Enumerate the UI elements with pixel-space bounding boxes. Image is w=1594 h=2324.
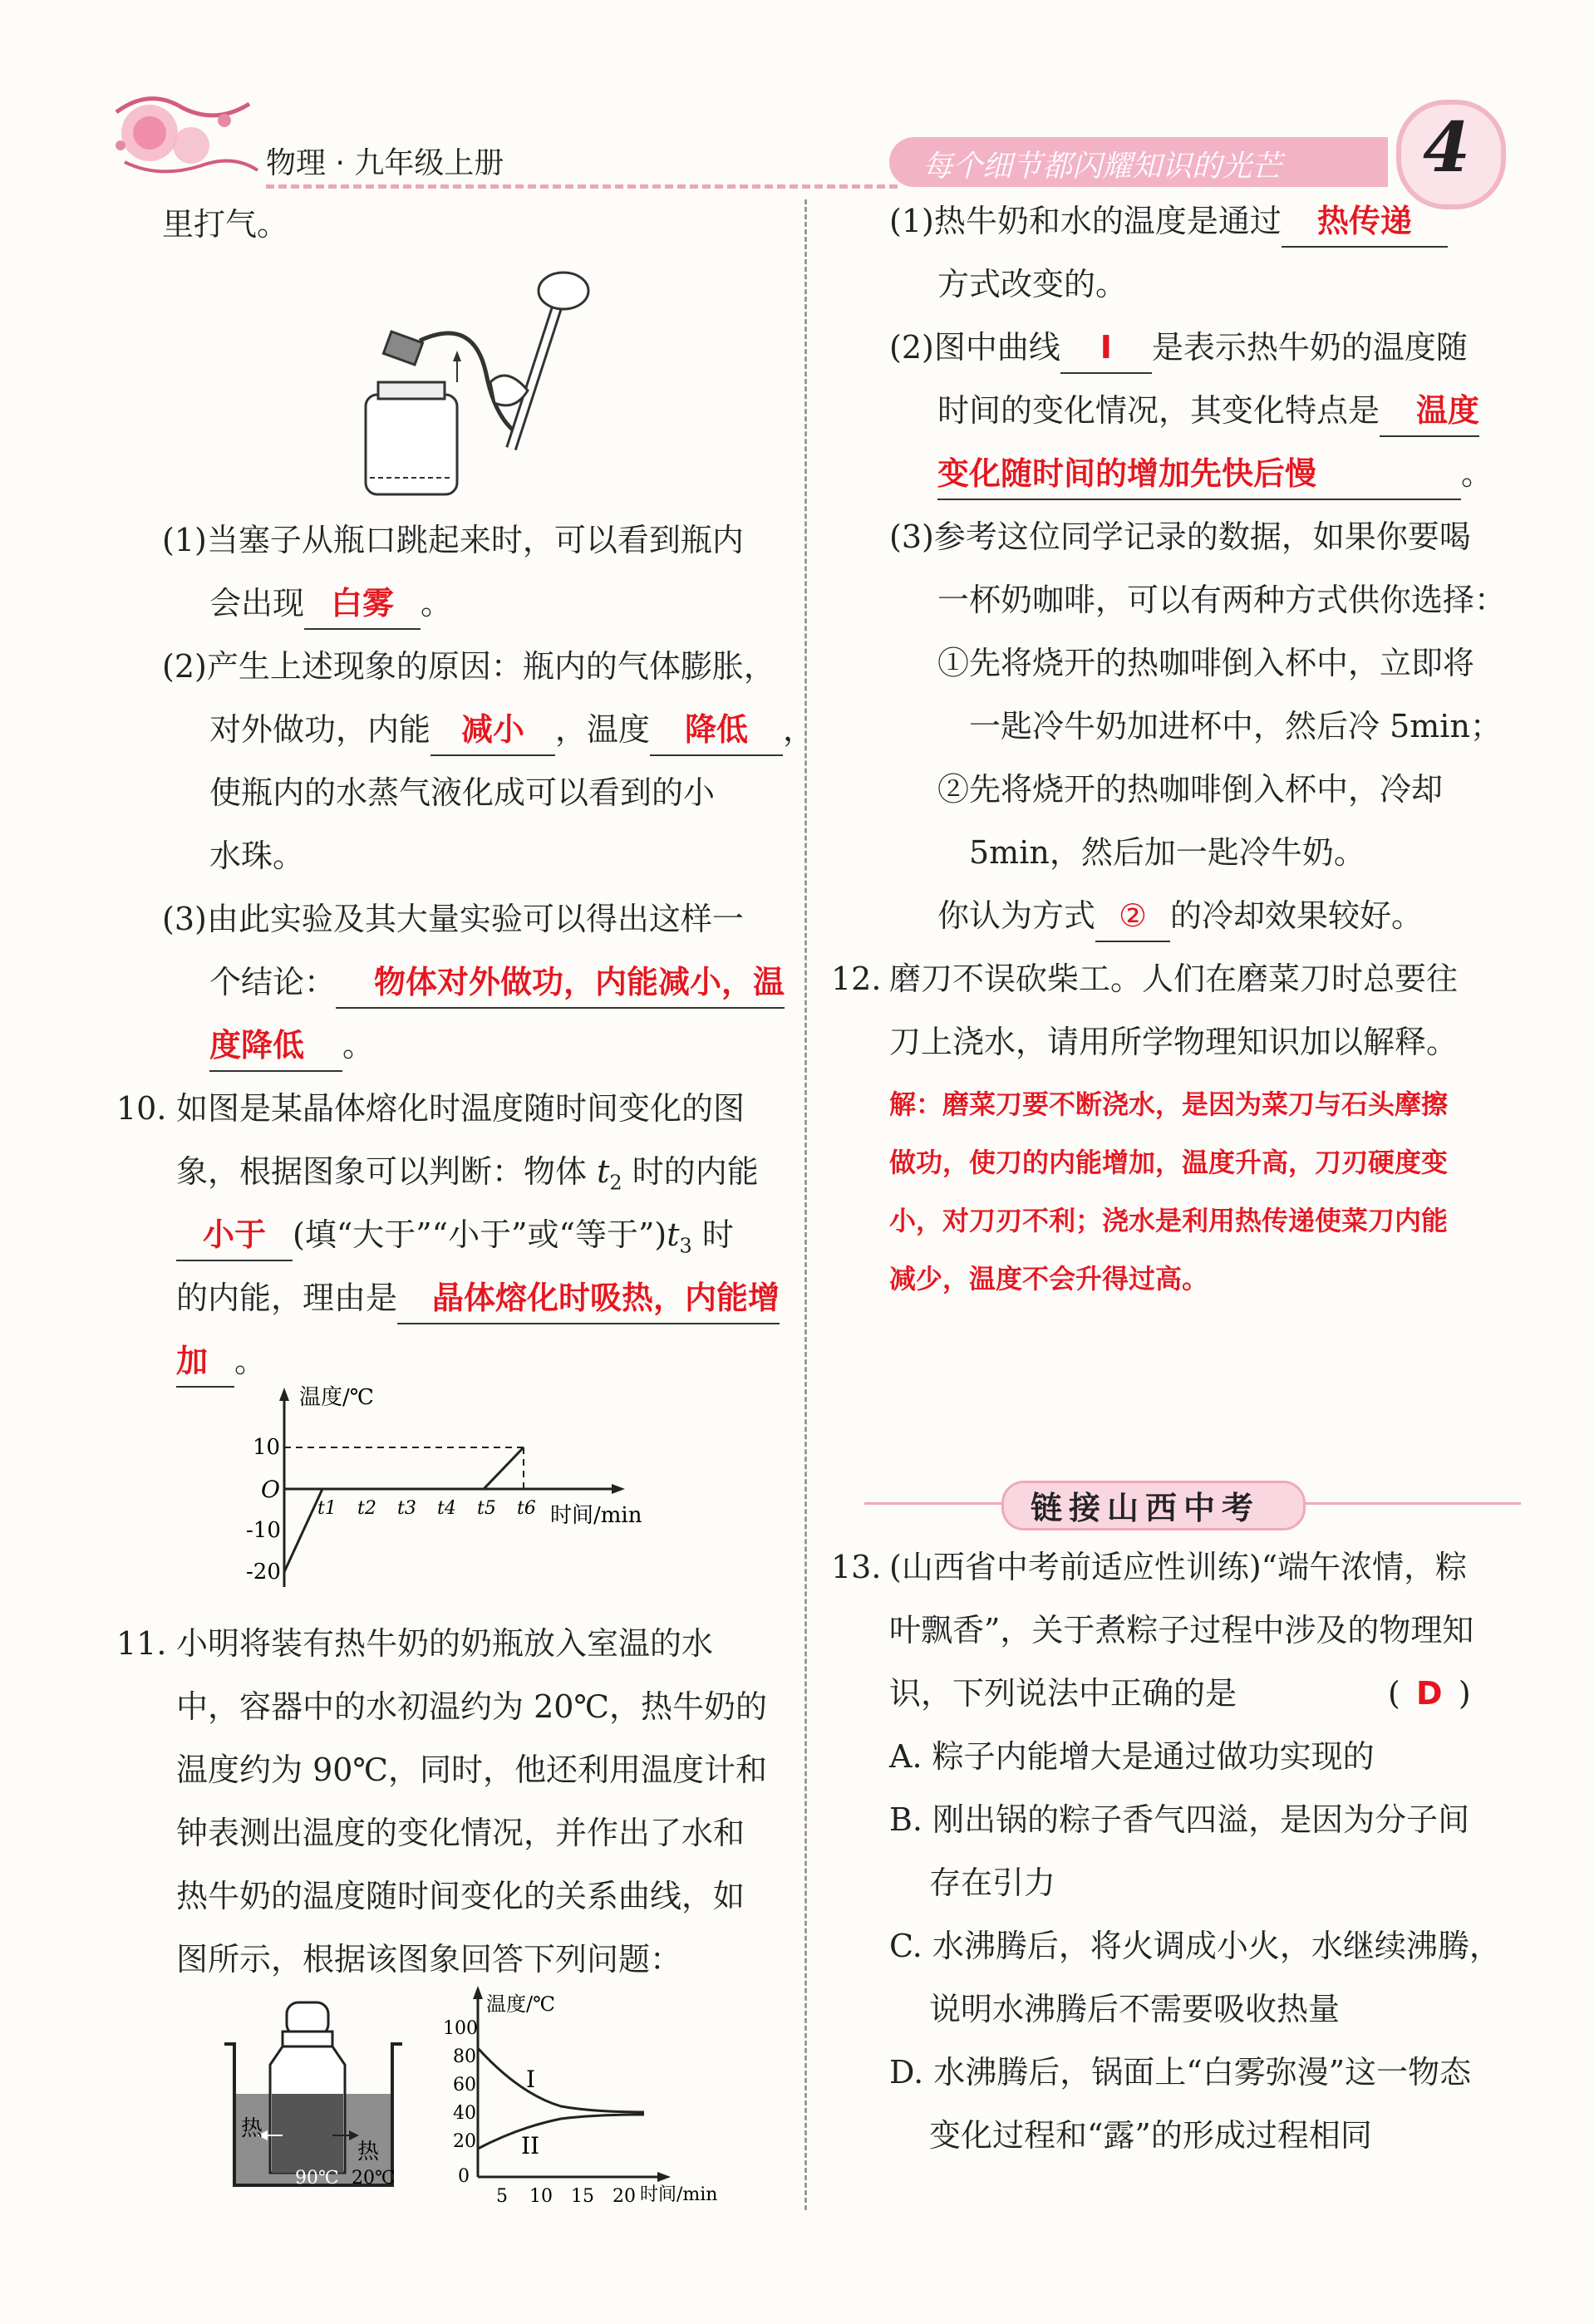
q11-hot-label: 热 [241, 2116, 263, 2141]
q12-line1: 磨刀不误砍柴工。人们在磨菜刀时总要往 [889, 961, 1459, 997]
q11-graph-ytick-20: 20 [453, 2131, 476, 2152]
q11-hot-label2: 热 [357, 2140, 380, 2164]
q9-answer-4: 物体对外做功，内能减小，温 [374, 964, 785, 1000]
q10-graph-xtick-t4: t4 [437, 1498, 456, 1519]
q11-graph-curve-II: II [521, 2132, 540, 2159]
q9-part3-line3: 度降低 。 [209, 1014, 374, 1077]
header-motto: 每个细节都闪耀知识的光芒 [922, 150, 1282, 184]
q10-graph-origin: O [261, 1476, 280, 1503]
q11-bottle-figure [216, 1994, 407, 2197]
q11-part2-line2: 时间的变化情况，其变化特点是 温度 [937, 379, 1479, 442]
q11-graph [428, 1978, 744, 2222]
q12-answer-line4: 减少，温度不会升得过高。 [889, 1263, 1209, 1295]
q11-graph-curve-I: I [526, 2066, 536, 2093]
q11-graph-ylabel: 温度/℃ [486, 1992, 555, 2016]
q13-number: 13. [831, 1549, 882, 1585]
page-number: 4 [1423, 108, 1471, 188]
q11-graph-xtick-10: 10 [529, 2186, 553, 2207]
q10-graph-ytick-neg10: -10 [246, 1518, 281, 1543]
q9-part2-line1: (2)产生上述现象的原因：瓶内的气体膨胀， [162, 648, 775, 685]
pump-figure [349, 258, 598, 502]
q13-line3: 识，下列说法中正确的是 [889, 1675, 1237, 1712]
header-flower-ornament [100, 87, 266, 190]
q12-answer-line2: 做功，使刀的内能增加，温度升高，刀刃硬度变 [889, 1147, 1449, 1178]
q11-line4: 钟表测出温度的变化情况，并作出了水和 [176, 1815, 745, 1851]
q10-answer-1: 小于 [202, 1216, 266, 1253]
q11-answer-1: 热传递 [1316, 203, 1412, 239]
q11-part2-line1: (2)图中曲线 I 是表示热牛奶的温度随 [889, 316, 1468, 379]
q12-answer-line3: 小，对刀刃不利；浇水是利用热传递使菜刀内能 [889, 1205, 1449, 1236]
q11-line2: 中，容器中的水初温约为 20℃，热牛奶的 [176, 1688, 767, 1725]
q11-graph-ytick-40: 40 [453, 2103, 476, 2124]
q13-option-B-line2: 存在引力 [929, 1865, 1056, 1901]
q9-part1-line2: 会出现 白雾 。 [209, 572, 452, 635]
q10-graph-ylabel: 温度/℃ [299, 1385, 374, 1410]
q10-line1: 如图是某晶体熔化时温度随时间变化的图 [176, 1090, 745, 1127]
q13-option-A: A. 粽子内能增大是通过做功实现的 [889, 1738, 1375, 1775]
q9-part2-line3: 使瓶内的水蒸气液化成可以看到的小 [209, 774, 716, 811]
intro-text: 里打气。 [162, 206, 289, 243]
q10-number: 10. [116, 1090, 167, 1127]
q11-graph-xtick-20: 20 [613, 2186, 636, 2207]
q13-option-C-line2: 说明水沸腾后不需要吸收热量 [929, 1991, 1341, 2027]
q9-answer-5: 度降低 [209, 1027, 305, 1064]
q11-answer-2: I [1100, 329, 1112, 366]
column-divider [804, 199, 807, 2210]
q11-line6: 图所示，根据该图象回答下列问题： [176, 1941, 682, 1978]
q12-number: 12. [831, 961, 882, 997]
q11-part1-line1: (1)热牛奶和水的温度是通过 热传递 [889, 189, 1448, 253]
q11-part3-line3: 你认为方式 ② 的冷却效果较好。 [937, 884, 1423, 947]
q9-answer-3: 降低 [685, 711, 749, 748]
q9-part3-line1: (3)由此实验及其大量实验可以得出这样一 [162, 901, 744, 937]
header-subject: 物理 · 九年级上册 [266, 146, 504, 180]
q11-graph-xtick-5: 5 [496, 2186, 508, 2207]
q13-option-D-line2: 变化过程和“露”的形成过程相同 [929, 2117, 1372, 2154]
q11-line5: 热牛奶的温度随时间变化的关系曲线，如 [176, 1878, 745, 1914]
q10-graph-xtick-t1: t1 [317, 1498, 337, 1519]
q10-answer-2: 晶体熔化时吸热，内能增 [432, 1280, 780, 1316]
q13-option-C-line1: C. 水沸腾后，将火调成小火，水继续沸腾， [889, 1928, 1501, 1964]
q13-answer-bracket: ( D ) [1388, 1662, 1471, 1725]
q11-part1-line2: 方式改变的。 [937, 266, 1128, 302]
q11-graph-xtick-15: 15 [571, 2186, 594, 2207]
q10-line2: 象，根据图象可以判断：物体 $t_2$ 时的内能 [176, 1153, 759, 1195]
q11-answer-4: 变化随时间的增加先快后慢 [937, 455, 1317, 492]
header-dotted-line [266, 184, 898, 189]
q10-line3: 小于 (填“大于”“小于”或“等于$”)t_3$ 时 [176, 1203, 734, 1278]
q9-answer-1: 白雾 [331, 585, 395, 622]
q11-graph-ytick-0: 0 [458, 2166, 470, 2187]
q13-option-B-line1: B. 刚出锅的粽子香气四溢，是因为分子间 [889, 1801, 1470, 1838]
q11-graph-ytick-80: 80 [453, 2046, 476, 2067]
q12-answer-line1: 解：磨菜刀要不断浇水，是因为菜刀与石头摩擦 [889, 1088, 1449, 1120]
q10-graph-xtick-t6: t6 [517, 1498, 536, 1519]
q13-line2: 叶飘香”，关于煮粽子过程中涉及的物理知 [889, 1612, 1474, 1648]
q11-option1-line2: 一匙冷牛奶加进杯中，然后冷 5min； [969, 708, 1502, 744]
q11-part3-line2: 一杯奶咖啡，可以有两种方式供你选择： [937, 582, 1507, 618]
q11-part2-line3: 变化随时间的增加先快后慢 。 [937, 442, 1493, 505]
q9-part3-line2: 个结论： 物体对外做功，内能减小，温 [209, 951, 785, 1014]
q9-answer-2: 减小 [461, 711, 525, 748]
q11-temp-20: 20℃ [352, 2168, 396, 2189]
q13-option-D-line1: D. 水沸腾后，锅面上“白雾弥漫”这一物态 [889, 2054, 1472, 2091]
q13-line1: (山西省中考前适应性训练)“端午浓情，粽 [889, 1549, 1468, 1585]
q9-part2-line2: 对外做功，内能 减小 ，温度 降低 ， [209, 698, 814, 761]
q11-option1-line1: ①先将烧开的热咖啡倒入杯中，立即将 [937, 645, 1475, 681]
q11-temp-90: 90℃ [295, 2168, 339, 2189]
q11-line1: 小明将装有热牛奶的奶瓶放入室温的水 [176, 1625, 714, 1662]
q10-graph-ytick-10: 10 [253, 1435, 281, 1460]
q10-line4: 的内能，理由是 晶体熔化时吸热，内能增 [176, 1266, 780, 1329]
q11-graph-ytick-60: 60 [453, 2075, 476, 2096]
q10-graph-ytick-neg20: -20 [246, 1560, 281, 1585]
q10-graph-xtick-t5: t5 [477, 1498, 496, 1519]
section-title: 链接山西中考 [1031, 1490, 1261, 1526]
q11-answer-5: ② [1118, 897, 1148, 934]
q11-line3: 温度约为 90℃，同时，他还利用温度计和 [176, 1752, 767, 1788]
q11-number: 11. [116, 1625, 167, 1662]
q9-part1-line1: (1)当塞子从瓶口跳起来时，可以看到瓶内 [162, 522, 744, 558]
q10-graph-xlabel: 时间/min [550, 1503, 642, 1528]
q11-graph-ytick-100: 100 [443, 2018, 478, 2039]
q9-part2-line4: 水珠。 [209, 838, 305, 874]
q11-part3-line1: (3)参考这位同学记录的数据，如果你要喝 [889, 518, 1471, 555]
q13-answer: D [1416, 1675, 1443, 1712]
q10-graph [241, 1379, 673, 1607]
q11-graph-xlabel: 时间/min [640, 2184, 718, 2205]
q10-graph-xtick-t3: t3 [397, 1498, 416, 1519]
q11-option2-line1: ②先将烧开的热咖啡倒入杯中，冷却 [937, 771, 1444, 808]
q11-answer-3: 温度 [1416, 392, 1480, 429]
q10-line5: 加 。 [176, 1329, 266, 1393]
q11-option2-line2: 5min，然后加一匙冷牛奶。 [969, 834, 1365, 871]
q12-line2: 刀上浇水，请用所学物理知识加以解释。 [889, 1024, 1459, 1060]
q10-graph-xtick-t2: t2 [357, 1498, 376, 1519]
q10-answer-3: 加 [176, 1343, 209, 1379]
